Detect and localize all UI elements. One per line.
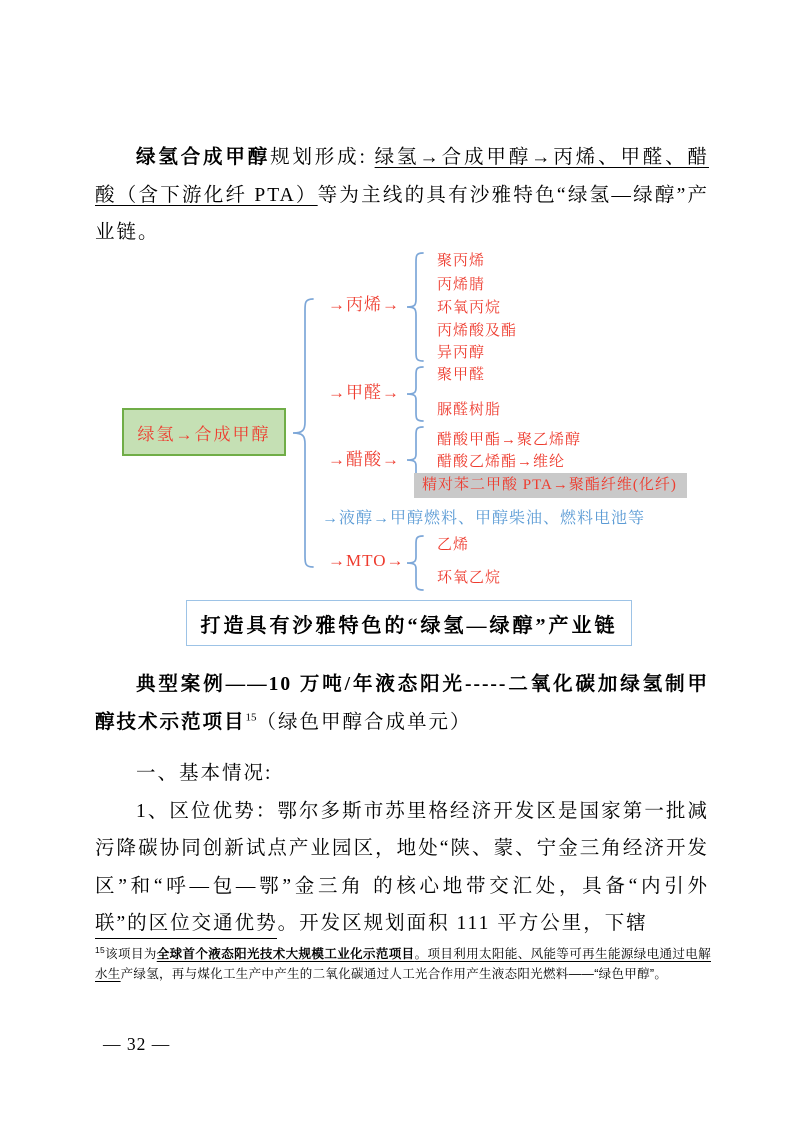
item-acrylic-acid-ester: 丙烯酸及酯 bbox=[437, 323, 518, 339]
footnote-lead: 该项目为 bbox=[105, 947, 157, 961]
item-polyoxymethylene: 聚甲醛 bbox=[437, 367, 486, 383]
formaldehyde-brace bbox=[406, 366, 424, 422]
footnote-emphasized: 全球首个液态阳光技术大规模工业化示范项目 bbox=[156, 947, 415, 961]
footnote-text bbox=[95, 944, 711, 984]
footnote-separator-rule bbox=[95, 938, 277, 939]
item-polypropylene: 聚丙烯 bbox=[437, 253, 486, 269]
item-methyl-acetate-pva: 醋酸甲酯→聚乙烯醇 bbox=[437, 432, 582, 448]
item-acrylonitrile: 丙烯腈 bbox=[437, 277, 486, 293]
branch-formaldehyde: →甲醛→ bbox=[328, 383, 400, 402]
footnote-area bbox=[95, 938, 711, 984]
branch-liquid-methanol bbox=[322, 507, 645, 531]
main-brace bbox=[292, 298, 314, 568]
case-title-bold: 典型案例——10 万吨/年液态阳光-----二氧化碳加绿氢制甲醇技术示范项目 bbox=[95, 674, 709, 733]
footnote-reference: 15 bbox=[245, 711, 257, 723]
root-node-green-hydrogen-methanol bbox=[122, 408, 286, 456]
intro-paragraph bbox=[95, 139, 709, 252]
intro-text bbox=[95, 139, 709, 252]
item-isopropanol: 异丙醇 bbox=[437, 345, 486, 361]
page-number: — 32 — bbox=[103, 1034, 171, 1054]
branch-mto: →MTO→ bbox=[328, 551, 405, 570]
item-ethylene: 乙烯 bbox=[437, 537, 470, 553]
footnote-marker: 15 bbox=[95, 944, 106, 955]
diagram-caption-text: 打造具有沙雅特色的“绿氢—绿醇”产业链 bbox=[200, 614, 618, 637]
item-urea-formaldehyde-resin: 脲醛树脂 bbox=[437, 402, 502, 418]
footnote-underlined-tail: 。项目利用太阳能、风能等可再生能源绿电通过电解水生 bbox=[95, 947, 711, 981]
item-ethylene-oxide: 环氧乙烷 bbox=[437, 570, 502, 586]
intro-bold-lead: 绿氢合成甲醇 bbox=[136, 147, 271, 168]
footnote-rest: 产绿氢，再与煤化工生产中产生的二氧化碳通过人工光合作用产生液态阳光燃料——“绿色甲醇”。 bbox=[120, 967, 668, 981]
case-title-normal: （绿色甲醇合成单元） bbox=[256, 711, 472, 733]
propylene-brace bbox=[406, 252, 424, 362]
branch-acetic-acid: →醋酸→ bbox=[328, 450, 400, 469]
mto-brace bbox=[406, 535, 424, 591]
root-node-label: 绿氢→合成甲醇 bbox=[137, 424, 271, 444]
section-heading: 一、基本情况: bbox=[136, 763, 273, 784]
intro-tail: 等为主线的具有沙雅特色“绿氢—绿醇”产业链。 bbox=[95, 184, 710, 243]
branch-liquid-methanol-uses: 甲醇燃料、甲醇柴油、燃料电池等 bbox=[390, 510, 646, 527]
branch-liquid-methanol-label: →液醇→ bbox=[322, 510, 391, 527]
item-pta-polyester-fiber-highlighted: 精对苯二甲酸 PTA→聚酯纤维(化纤) bbox=[414, 473, 687, 498]
body-section bbox=[95, 666, 709, 943]
intro-colon: 规划形成: bbox=[270, 147, 375, 168]
intro-underlined-chain: 绿氢→合成甲醇→丙烯、甲醛、醋酸（含下游化纤 PTA） bbox=[95, 147, 709, 206]
diagram-caption-box bbox=[186, 600, 632, 646]
location-advantage-paragraph: 1、区位优势：鄂尔多斯市苏里格经济开发区是国家第一批减污降碳协同创新试点产业园区，地处“陕、蒙、宁金三角经济开发区”和“呼—包—鄂”金三角 的核心地带交汇处，具备“内引外联”的区位交通优势。开发区规划面积 111 平方公里，下辖 bbox=[95, 800, 709, 934]
industry-chain-diagram bbox=[0, 250, 793, 650]
branch-propylene: →丙烯→ bbox=[328, 295, 400, 314]
item-propylene-oxide: 环氧丙烷 bbox=[437, 300, 502, 316]
item-vinyl-acetate-vinylon: 醋酸乙烯酯→维纶 bbox=[437, 454, 566, 470]
case-title-paragraph bbox=[95, 666, 709, 741]
